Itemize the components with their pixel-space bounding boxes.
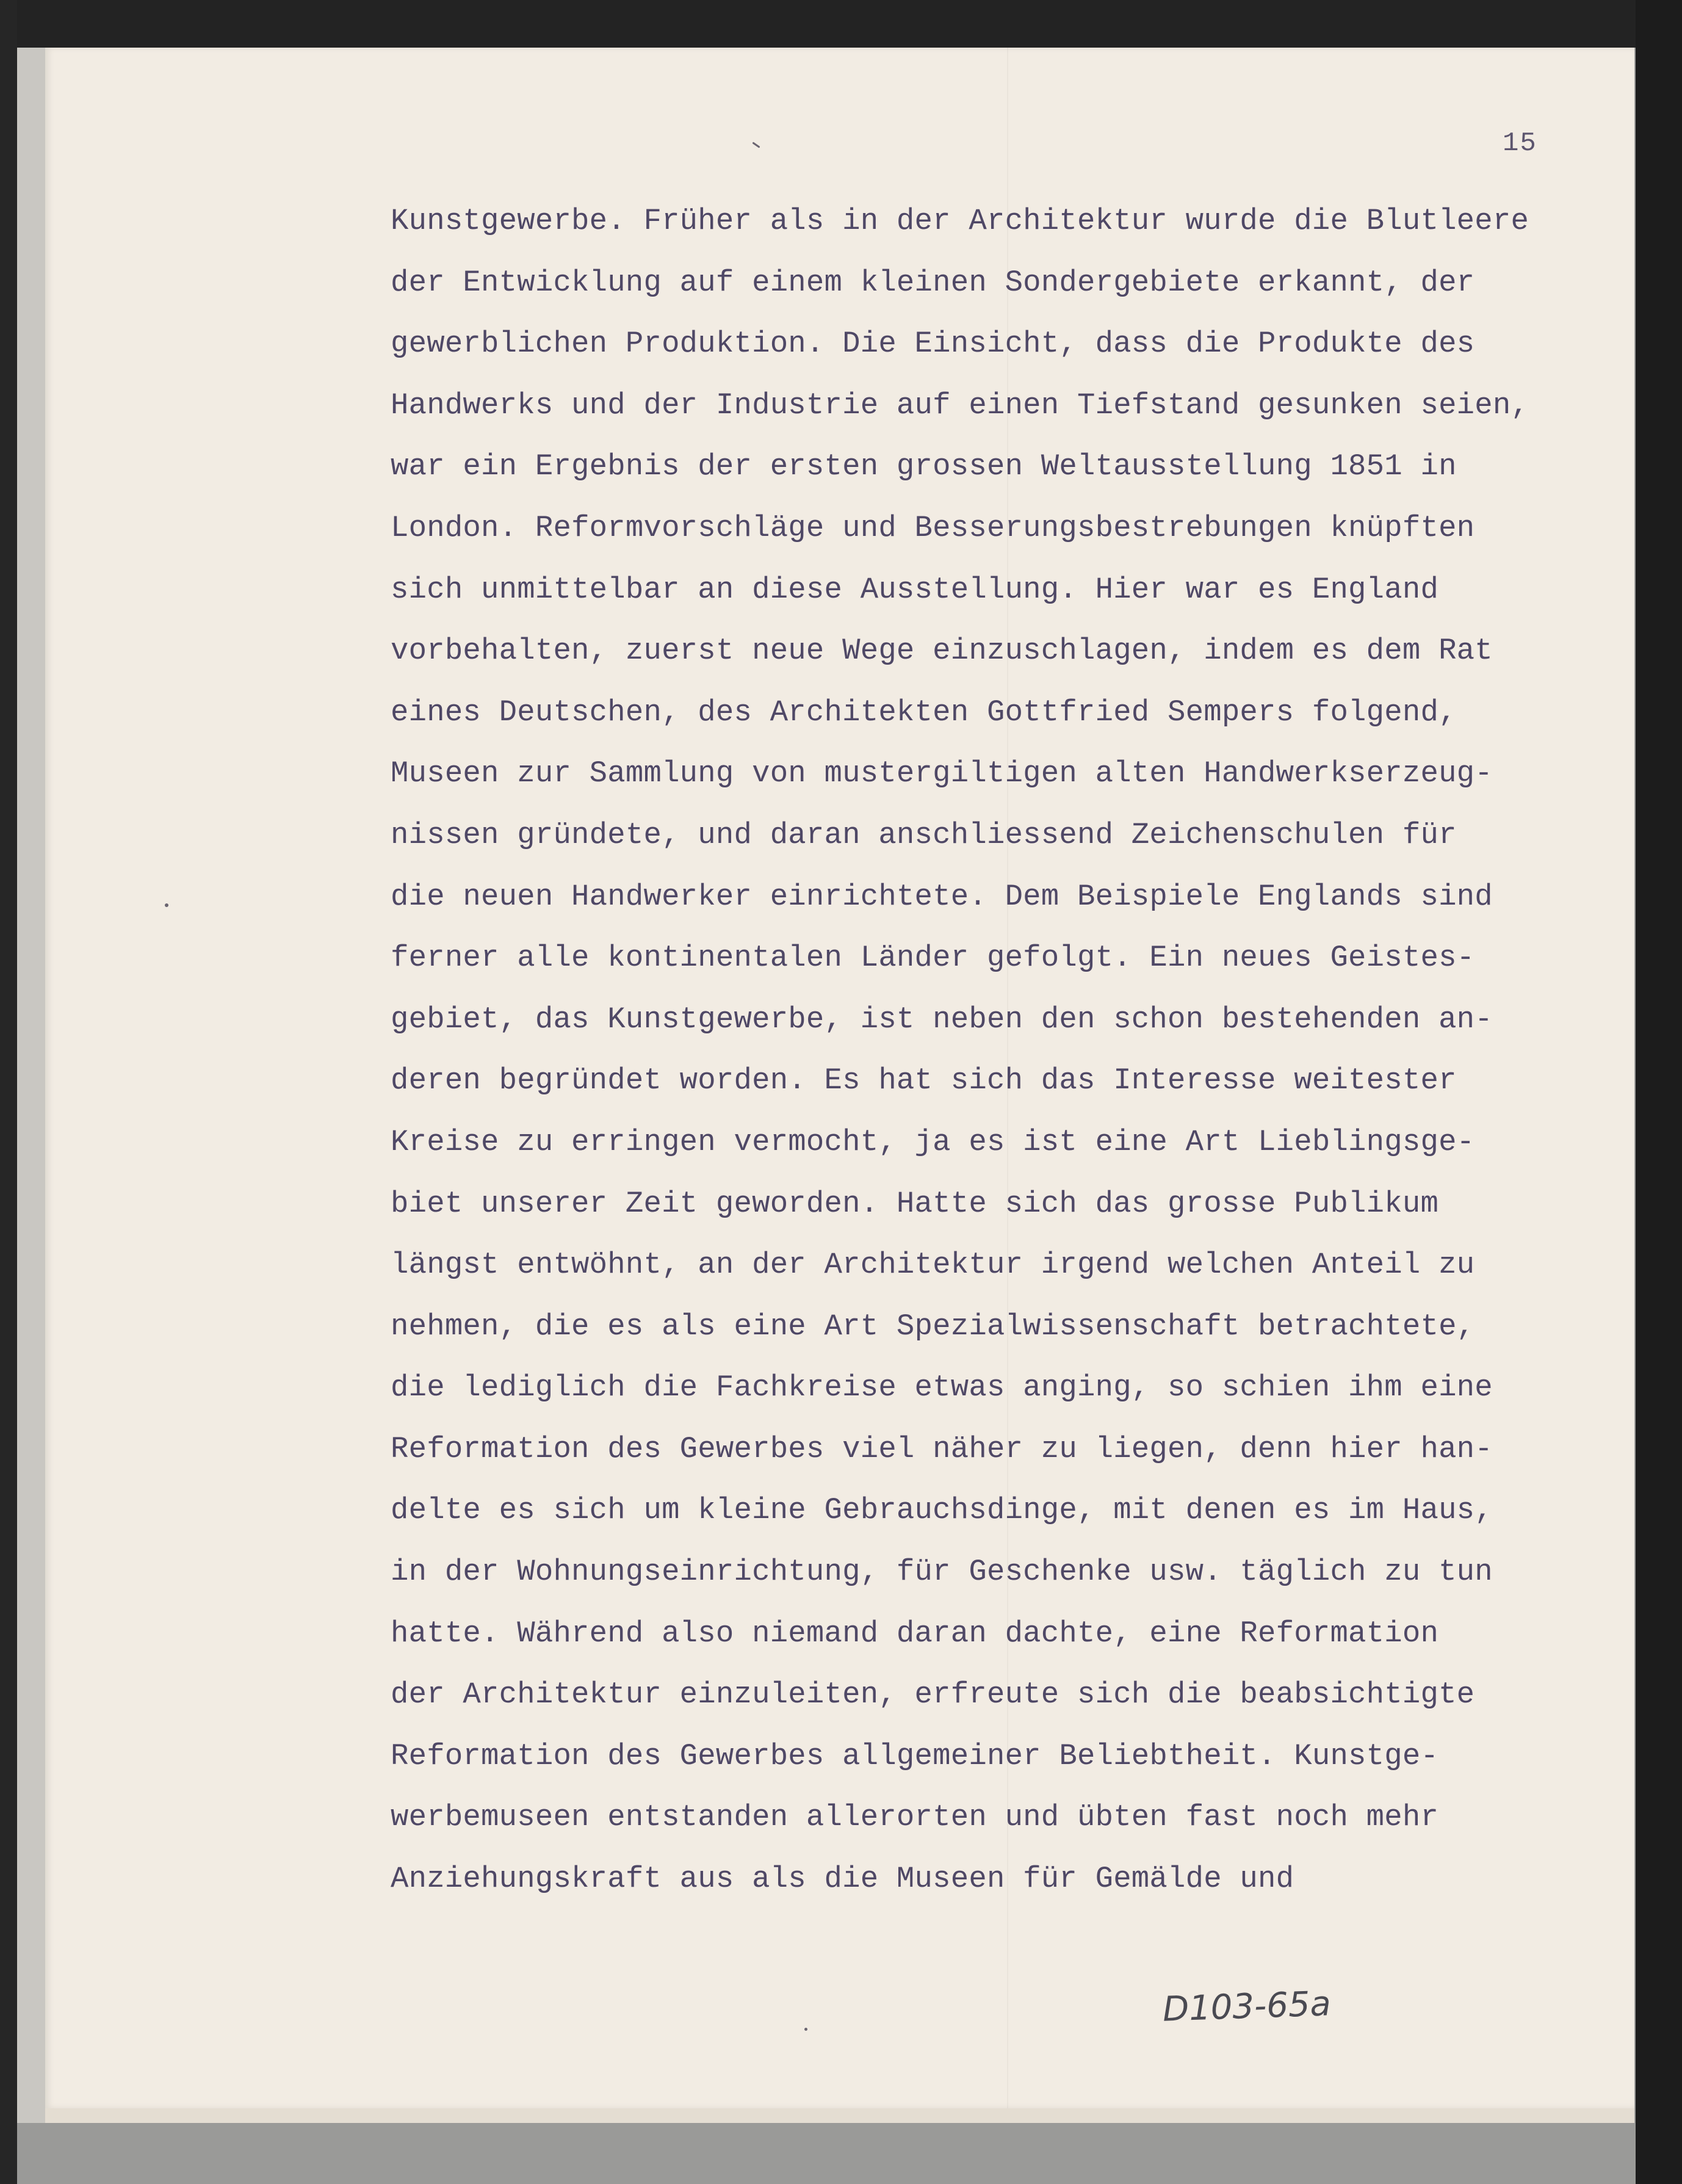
text-line-9: eines Deutschen, des Architekten Gottfried Sempers folgend,	[391, 695, 1457, 729]
text-line-5: war ein Ergebnis der ersten grossen Weltausstellung 1851 in	[391, 449, 1457, 484]
text-line-15: deren begründet worden. Es hat sich das Interesse weitester	[391, 1063, 1457, 1098]
text-line-2: der Entwicklung auf einem kleinen Sondergebiete erkannt, der	[391, 265, 1475, 300]
page-bottom-edge	[45, 2108, 1634, 2123]
text-line-25: der Architektur einzuleiten, erfreute sich die beabsichtigte	[391, 1677, 1475, 1712]
body-text	[391, 190, 1630, 1910]
text-line-24: hatte. Während also niemand daran dachte, eine Reformation	[391, 1616, 1439, 1651]
scanner-frame-left	[0, 0, 17, 2184]
text-line-11: nissen gründete, und daran anschliessend Zeichenschulen für	[391, 817, 1457, 852]
paper-speck	[804, 2028, 807, 2031]
text-line-16: Kreise zu erringen vermocht, ja es ist eine Art Lieblingsge-	[391, 1124, 1475, 1159]
text-line-8: vorbehalten, zuerst neue Wege einzuschlagen, indem es dem Rat	[391, 634, 1493, 668]
text-line-3: gewerblichen Produktion. Die Einsicht, dass die Produkte des	[391, 327, 1475, 361]
text-line-6: London. Reformvorschläge und Besserungsbestrebungen knüpften	[391, 510, 1475, 545]
underlying-sheet-edge	[17, 48, 45, 2123]
handwritten-archive-mark: D103-65a	[1161, 1984, 1332, 2030]
text-line-13: ferner alle kontinentalen Länder gefolgt. Ein neues Geistes-	[391, 941, 1475, 975]
text-line-20: die lediglich die Fachkreise etwas anging, so schien ihm eine	[391, 1370, 1493, 1405]
paper-speck	[165, 903, 168, 907]
text-line-22: delte es sich um kleine Gebrauchsdinge, mit denen es im Haus,	[391, 1493, 1493, 1528]
text-line-26: Reformation des Gewerbes allgemeiner Beliebtheit. Kunstge-	[391, 1738, 1439, 1773]
text-line-10: Museen zur Sammlung von mustergiltigen alten Handwerkserzeug-	[391, 756, 1493, 791]
text-line-14: gebiet, das Kunstgewerbe, ist neben den schon bestehenden an-	[391, 1002, 1493, 1036]
text-line-7: sich unmittelbar an diese Ausstellung. Hier war es England	[391, 572, 1439, 607]
text-line-1: Kunstgewerbe. Früher als in der Architektur wurde die Blutleere	[391, 204, 1529, 238]
text-line-12: die neuen Handwerker einrichtete. Dem Beispiele Englands sind	[391, 879, 1493, 914]
text-line-17: biet unserer Zeit geworden. Hatte sich das grosse Publikum	[391, 1186, 1439, 1221]
text-line-28: Anziehungskraft aus als die Museen für Gemälde und	[391, 1862, 1294, 1897]
text-line-23: in der Wohnungseinrichtung, für Geschenke usw. täglich zu tun	[391, 1555, 1493, 1589]
text-line-27: werbemuseen entstanden allerorten und übten fast noch mehr	[391, 1800, 1439, 1835]
text-line-19: nehmen, die es als eine Art Spezialwissenschaft betrachtete,	[391, 1309, 1475, 1343]
scanner-frame-right	[1636, 0, 1682, 2184]
text-line-4: Handwerks und der Industrie auf einen Tiefstand gesunken seien,	[391, 388, 1529, 422]
text-line-18: längst entwöhnt, an der Architektur irgend welchen Anteil zu	[391, 1248, 1475, 1282]
text-line-21: Reformation des Gewerbes viel näher zu liegen, denn hier han-	[391, 1431, 1493, 1466]
page-number: 15	[1503, 128, 1537, 159]
scanner-frame-top	[0, 0, 1682, 48]
